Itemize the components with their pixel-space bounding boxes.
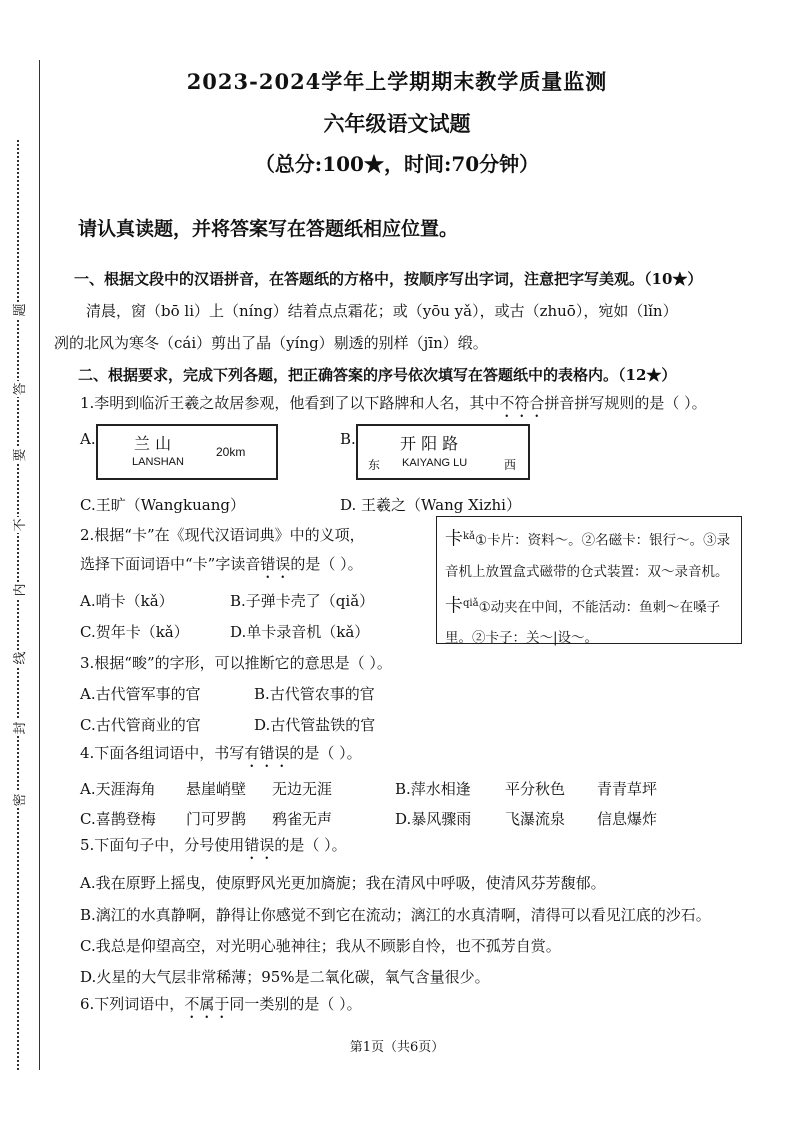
q4-stem-a: 4.下面各组词语中，书写 bbox=[80, 744, 245, 762]
q5-stem-a: 5.下面句子中，分号使用 bbox=[80, 836, 245, 854]
q4-option-d-2: 飞瀑流泉 bbox=[505, 810, 566, 828]
q1-option-a-label: A. bbox=[80, 430, 96, 448]
q1-stem-emphasis: 不符合 bbox=[499, 394, 545, 412]
page-footer: 第1页（共6页） bbox=[349, 1040, 445, 1055]
q4-stem bbox=[80, 742, 362, 771]
q2-stem-emphasis: 错误 bbox=[260, 555, 291, 573]
q4-option-b-3: 青青草坪 bbox=[597, 780, 658, 798]
q2-stem-b: 的是（ ）。 bbox=[290, 555, 363, 573]
exam-info: （总分:100★，时间:70分钟） bbox=[254, 152, 540, 176]
q5-option-d: D.火星的大气层非常稀薄；95%是二氧化碳，氧气含量很少。 bbox=[80, 968, 490, 986]
q1-option-b-label: B. bbox=[340, 430, 356, 448]
road-sign-kaiyang bbox=[356, 424, 530, 480]
q5-option-a: A.我在原野上摇曳，使原野风光更加旖旎；我在清风中呼吸，使清风芬芳馥郁。 bbox=[80, 874, 606, 892]
solid-margin-line bbox=[39, 60, 40, 1070]
q5-stem bbox=[80, 834, 347, 863]
q3-option-a: A.古代管军事的官 bbox=[80, 685, 201, 703]
sign-distance: 20km bbox=[216, 445, 246, 459]
section2-heading: 二、根据要求，完成下列各题，把正确答案的序号依次填写在答题纸中的表格内。（12★） bbox=[78, 366, 677, 384]
seal-char: 封 bbox=[13, 721, 28, 735]
seal-char: 要 bbox=[13, 448, 28, 462]
section1-heading: 一、根据文段中的汉语拼音，在答题纸的方格中，按顺序写出字词，注意把字写美观。（10★） bbox=[74, 270, 703, 288]
q1-stem bbox=[80, 392, 707, 421]
q5-option-c: C.我总是仰望高空，对光明心驰神往；我从不顾影自怜，也不孤芳自赏。 bbox=[80, 937, 561, 955]
q3-option-b: B.古代管农事的官 bbox=[254, 685, 375, 703]
q2-stem-1: 2.根据“卡”在《现代汉语词典》中的义项， bbox=[80, 526, 365, 544]
q4-option-c-3: 鸦雀无声 bbox=[272, 810, 333, 828]
q4-option-c-2: 门可罗鹊 bbox=[186, 810, 247, 828]
q4-option-d-3: 信息爆炸 bbox=[597, 810, 658, 828]
seal-char: 不 bbox=[13, 518, 28, 532]
q1-option-d: D. 王羲之（Wang Xizhi） bbox=[340, 496, 521, 514]
q6-stem-emphasis: 不属于 bbox=[184, 995, 230, 1013]
q5-stem-emphasis: 错误 bbox=[244, 836, 275, 854]
q1-option-c: C.王旷（Wangkuang） bbox=[80, 496, 245, 514]
q4-option-b-1: B.萍水相逢 bbox=[395, 780, 471, 798]
q3-option-c: C.古代管商业的官 bbox=[80, 716, 201, 734]
q4-stem-emphasis: 有错误 bbox=[244, 744, 290, 762]
q2-option-b: B.子弹卡壳了（qiǎ） bbox=[230, 592, 375, 610]
q1-stem-b: 拼音拼写规则的是（ ）。 bbox=[544, 394, 707, 412]
dict-def-ka: ①卡片：资料～。②名磁卡：银行～。③录音机上放置盒式磁带的仓式装置：双～录音机。 bbox=[445, 532, 731, 580]
dict-pinyin-qia: qiǎ bbox=[463, 597, 479, 609]
q2-stem-2 bbox=[80, 553, 363, 582]
road-sign-lanshan bbox=[96, 424, 278, 480]
q4-option-b-2: 平分秋色 bbox=[505, 780, 566, 798]
sign-pinyin: KAIYANG LU bbox=[402, 457, 468, 469]
q2-stem-a: 选择下面词语中“卡”字读音 bbox=[80, 555, 261, 573]
seal-char: 内 bbox=[13, 583, 28, 597]
sign-hanzi: 兰 山 bbox=[134, 434, 172, 453]
dict-char-qia: 卡 bbox=[445, 595, 463, 616]
dictionary-entry-box bbox=[436, 516, 742, 644]
sign-east: 东 bbox=[368, 458, 381, 472]
q4-option-d-1: D.暴风骤雨 bbox=[395, 810, 472, 828]
q4-option-a-1: A.天涯海角 bbox=[80, 780, 156, 798]
sign-hanzi: 开 阳 路 bbox=[400, 434, 459, 453]
section1-line2: 冽的北风为寒冬（cái）剪出了晶（yíng）剔透的别样（jīn）缎。 bbox=[54, 334, 488, 352]
dict-def-qia: ①动夹在中间，不能活动：鱼刺～在嗓子里。②卡子：关～|设～。 bbox=[445, 599, 721, 646]
q6-stem-a: 6.下列词语中， bbox=[80, 995, 185, 1013]
binding-margin bbox=[6, 60, 40, 1070]
seal-char: 答 bbox=[13, 382, 28, 396]
q6-stem bbox=[80, 993, 362, 1022]
dotted-seal-line bbox=[17, 140, 19, 1070]
q2-option-d: D.单卡录音机（kǎ） bbox=[230, 623, 370, 641]
q5-option-b: B.漓江的水真静啊，静得让你感觉不到它在流动；漓江的水真清啊，清得可以看见江底的沙石。 bbox=[80, 906, 711, 924]
q6-stem-b: 同一类别的是（ ）。 bbox=[229, 995, 362, 1013]
dict-pinyin-ka: kǎ bbox=[463, 531, 476, 542]
q1-stem-a: 1.李明到临沂王羲之故居参观，他看到了以下路牌和人名，其中 bbox=[80, 394, 500, 412]
q3-stem: 3.根据“畯”的字形，可以推断它的意思是（ ）。 bbox=[80, 654, 392, 672]
seal-char: 线 bbox=[13, 651, 28, 665]
q2-option-a: A.哨卡（kǎ） bbox=[80, 592, 174, 610]
q4-option-a-3: 无边无涯 bbox=[272, 780, 333, 798]
seal-char: 题 bbox=[13, 303, 28, 317]
q4-option-a-2: 悬崖峭壁 bbox=[186, 780, 247, 798]
sign-west: 西 bbox=[504, 458, 517, 472]
q5-stem-b: 的是（ ）。 bbox=[274, 836, 347, 854]
exam-subject: 六年级语文试题 bbox=[323, 111, 471, 136]
q2-option-c: C.贺年卡（kǎ） bbox=[80, 623, 189, 641]
q4-stem-b: 的是（ ）。 bbox=[289, 744, 362, 762]
section1-line1: 清晨，窗（bō li）上（níng）结着点点霜花；或（yōu yǎ），或古（zhuō），宛如（lǐn） bbox=[86, 302, 678, 320]
q3-option-d: D.古代管盐铁的官 bbox=[254, 716, 376, 734]
q4-option-c-1: C.喜鹊登梅 bbox=[80, 810, 156, 828]
sign-pinyin: LANSHAN bbox=[132, 456, 184, 468]
exam-title: 2023-2024学年上学期期末教学质量监测 bbox=[186, 69, 608, 94]
instruction: 请认真读题，并将答案写在答题纸相应位置。 bbox=[78, 218, 459, 240]
dict-char-ka: 卡 bbox=[445, 528, 463, 550]
seal-char: 密 bbox=[13, 793, 28, 807]
